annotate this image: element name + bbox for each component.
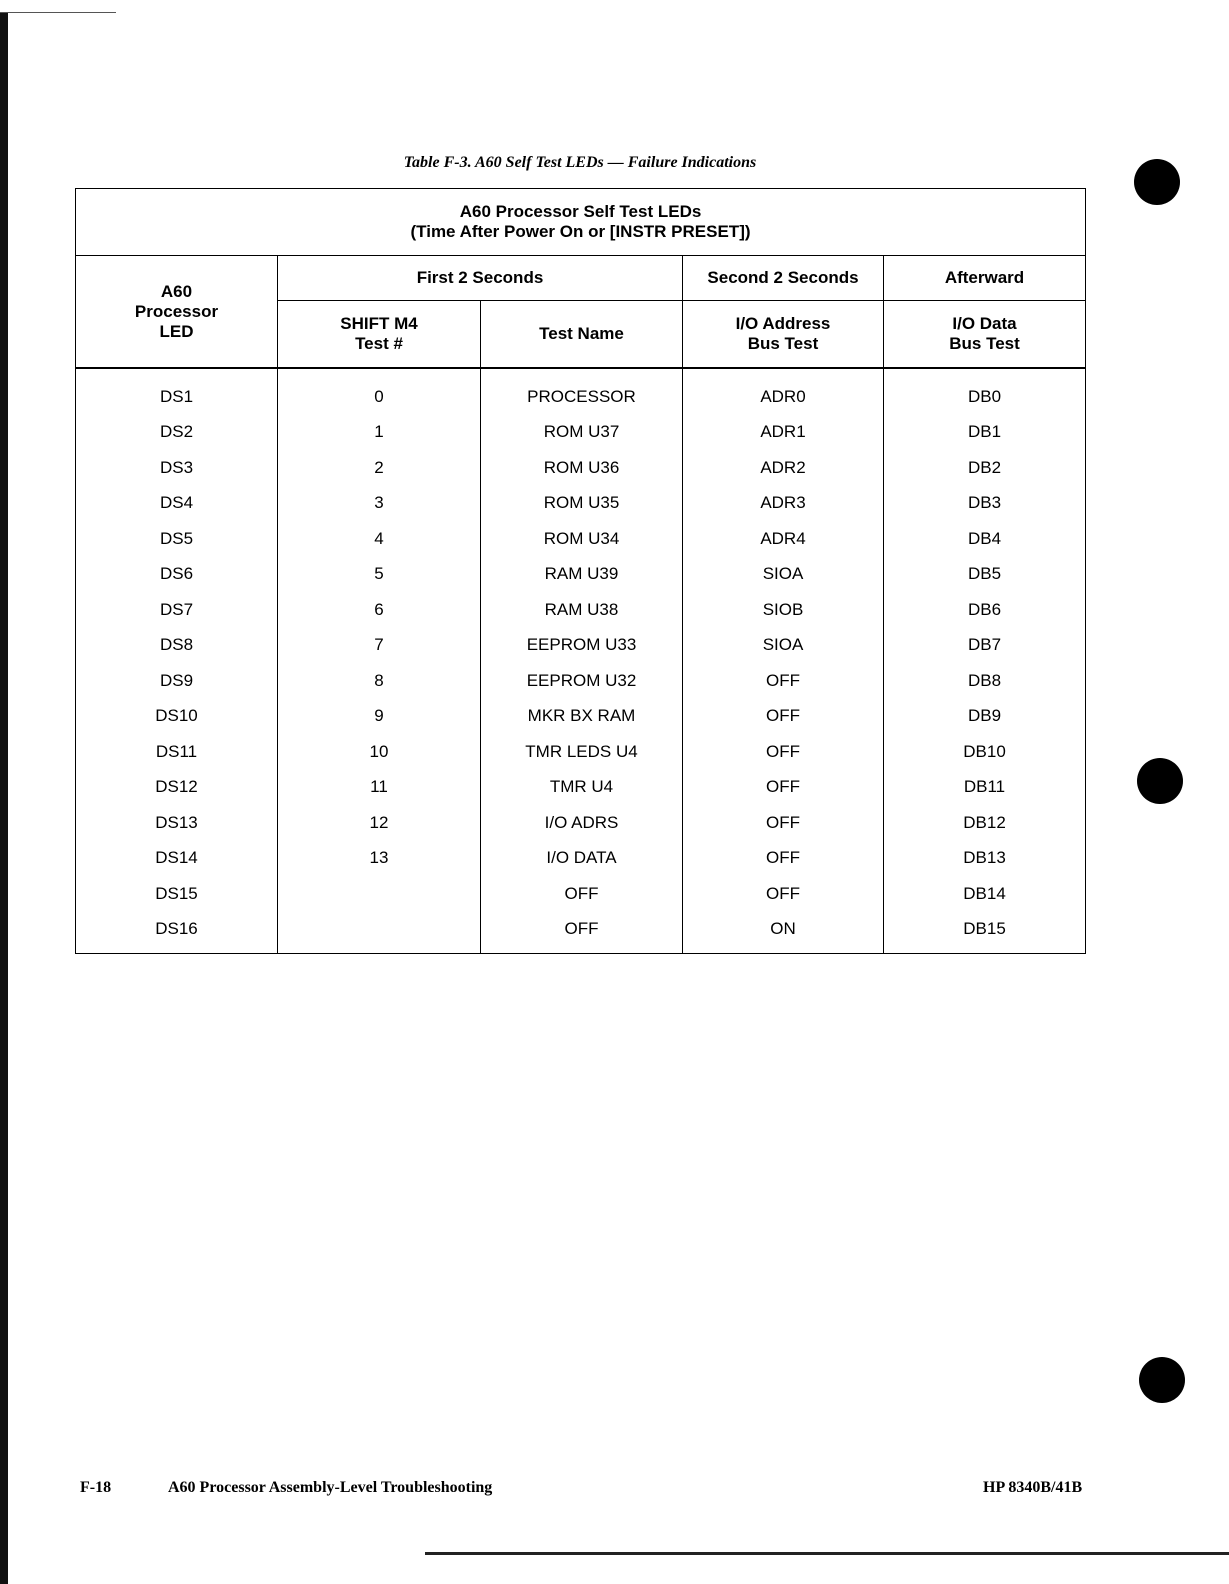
io-address-cell: ON	[683, 912, 884, 954]
io-data-cell: DB2	[884, 450, 1086, 486]
io-address-cell: ADR2	[683, 450, 884, 486]
io-data-cell: DB8	[884, 663, 1086, 699]
test-number-cell: 6	[278, 592, 481, 628]
io-address-cell: OFF	[683, 734, 884, 770]
io-address-cell: OFF	[683, 663, 884, 699]
led-cell: DS2	[76, 415, 278, 451]
test-number-cell: 13	[278, 841, 481, 877]
header-io-data-line-1: I/O Data	[952, 314, 1017, 333]
io-address-cell: OFF	[683, 876, 884, 912]
led-cell: DS11	[76, 734, 278, 770]
header-led-line-1: A60	[160, 281, 193, 301]
table-row	[76, 521, 1086, 557]
test-name-cell: OFF	[481, 912, 683, 954]
led-cell: DS16	[76, 912, 278, 954]
punch-hole-middle	[1137, 758, 1183, 804]
led-cell: DS6	[76, 557, 278, 593]
led-cell: DS12	[76, 770, 278, 806]
table-title	[76, 189, 1086, 256]
io-data-cell: DB4	[884, 521, 1086, 557]
table-row	[76, 805, 1086, 841]
test-name-cell: PROCESSOR	[481, 368, 683, 415]
header-io-data-line-2: Bus Test	[949, 334, 1020, 353]
io-data-cell: DB11	[884, 770, 1086, 806]
io-address-cell: SIOB	[683, 592, 884, 628]
test-number-cell: 12	[278, 805, 481, 841]
table-row	[76, 734, 1086, 770]
test-number-cell: 3	[278, 486, 481, 522]
test-number-cell: 10	[278, 734, 481, 770]
footer-page-number: F-18	[80, 1479, 112, 1496]
table-row	[76, 557, 1086, 593]
test-name-cell: I/O DATA	[481, 841, 683, 877]
led-cell: DS8	[76, 628, 278, 664]
io-address-cell: OFF	[683, 805, 884, 841]
header-io-address-bus-test	[683, 301, 884, 369]
table-row	[76, 876, 1086, 912]
self-test-led-table	[75, 188, 1086, 954]
table-row	[76, 592, 1086, 628]
test-number-cell: 9	[278, 699, 481, 735]
header-shift-line-2: Test #	[355, 334, 403, 353]
test-number-cell: 11	[278, 770, 481, 806]
table-row	[76, 699, 1086, 735]
led-cell: DS3	[76, 450, 278, 486]
header-first-2-seconds: First 2 Seconds	[278, 256, 683, 301]
test-name-cell: RAM U38	[481, 592, 683, 628]
table-caption: Table F-3. A60 Self Test LEDs — Failure Indications	[403, 154, 757, 171]
led-cell: DS14	[76, 841, 278, 877]
table-row	[76, 663, 1086, 699]
table-row	[76, 450, 1086, 486]
header-afterward: Afterward	[884, 256, 1086, 301]
led-cell: DS15	[76, 876, 278, 912]
io-address-cell: SIOA	[683, 557, 884, 593]
led-cell: DS4	[76, 486, 278, 522]
led-cell: DS7	[76, 592, 278, 628]
io-data-cell: DB0	[884, 368, 1086, 415]
io-data-cell: DB3	[884, 486, 1086, 522]
test-number-cell: 2	[278, 450, 481, 486]
test-number-cell: 1	[278, 415, 481, 451]
table-title-line-2: (Time After Power On or [INSTR PRESET])	[410, 222, 751, 241]
io-address-cell: OFF	[683, 699, 884, 735]
header-shift-line-1: SHIFT M4	[340, 314, 418, 333]
led-cell: DS1	[76, 368, 278, 415]
table-row	[76, 770, 1086, 806]
io-data-cell: DB9	[884, 699, 1086, 735]
punch-hole-bottom	[1139, 1357, 1185, 1403]
test-number-cell: 4	[278, 521, 481, 557]
io-address-cell: ADR4	[683, 521, 884, 557]
test-number-cell: 8	[278, 663, 481, 699]
test-number-cell	[278, 912, 481, 954]
header-shift-m4-test	[278, 301, 481, 369]
io-data-cell: DB13	[884, 841, 1086, 877]
test-name-cell: EEPROM U32	[481, 663, 683, 699]
io-data-cell: DB12	[884, 805, 1086, 841]
header-io-data-bus-test	[884, 301, 1086, 369]
footer-model: HP 8340B/41B	[983, 1479, 1083, 1496]
io-data-cell: DB14	[884, 876, 1086, 912]
io-data-cell: DB15	[884, 912, 1086, 954]
test-name-cell: I/O ADRS	[481, 805, 683, 841]
scan-top-edge	[0, 12, 116, 13]
test-number-cell: 5	[278, 557, 481, 593]
footer-section-title: A60 Processor Assembly-Level Troubleshooting	[168, 1479, 493, 1496]
test-name-cell: ROM U34	[481, 521, 683, 557]
led-cell: DS10	[76, 699, 278, 735]
table-row	[76, 628, 1086, 664]
io-data-cell: DB5	[884, 557, 1086, 593]
test-name-cell: ROM U35	[481, 486, 683, 522]
scan-bottom-edge	[425, 1552, 1229, 1555]
table-row	[76, 368, 1086, 415]
header-led-line-3: LED	[159, 321, 194, 341]
table-row	[76, 841, 1086, 877]
scan-left-edge	[0, 12, 8, 1584]
io-address-cell: ADR1	[683, 415, 884, 451]
led-cell: DS9	[76, 663, 278, 699]
test-name-cell: MKR BX RAM	[481, 699, 683, 735]
test-name-cell: ROM U36	[481, 450, 683, 486]
test-name-cell: EEPROM U33	[481, 628, 683, 664]
header-test-name: Test Name	[481, 301, 683, 369]
io-address-cell: ADR3	[683, 486, 884, 522]
test-number-cell	[278, 876, 481, 912]
test-name-cell: TMR U4	[481, 770, 683, 806]
test-name-cell: TMR LEDS U4	[481, 734, 683, 770]
io-address-cell: SIOA	[683, 628, 884, 664]
io-data-cell: DB6	[884, 592, 1086, 628]
header-io-address-line-2: Bus Test	[747, 334, 819, 353]
test-name-cell: OFF	[481, 876, 683, 912]
header-led-column	[76, 256, 278, 369]
test-number-cell: 0	[278, 368, 481, 415]
table-body	[76, 368, 1086, 954]
test-number-cell: 7	[278, 628, 481, 664]
table-title-line-1: A60 Processor Self Test LEDs	[459, 202, 702, 221]
io-data-cell: DB1	[884, 415, 1086, 451]
io-data-cell: DB10	[884, 734, 1086, 770]
led-cell: DS13	[76, 805, 278, 841]
table-row	[76, 912, 1086, 954]
test-name-cell: RAM U39	[481, 557, 683, 593]
header-second-2-seconds: Second 2 Seconds	[683, 256, 884, 301]
io-address-cell: ADR0	[683, 368, 884, 415]
io-address-cell: OFF	[683, 841, 884, 877]
header-led-line-2: Processor	[134, 301, 219, 321]
led-cell: DS5	[76, 521, 278, 557]
table-row	[76, 415, 1086, 451]
io-address-cell: OFF	[683, 770, 884, 806]
header-io-address-line-1: I/O Address	[735, 314, 831, 333]
table-row	[76, 486, 1086, 522]
io-data-cell: DB7	[884, 628, 1086, 664]
test-name-cell: ROM U37	[481, 415, 683, 451]
